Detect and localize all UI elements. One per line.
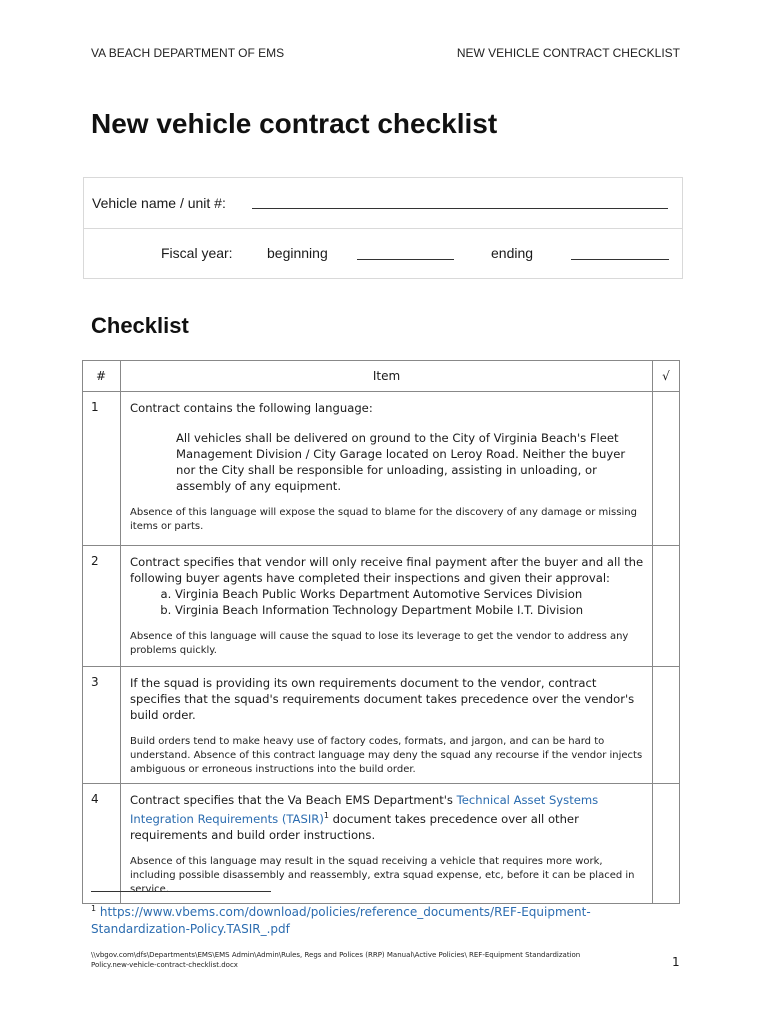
item-note: Build orders tend to make heavy use of factory codes, formats, and jargon, and can be hard to understand. Absence of this contract language may deny the squad any recourse if the vendor injects ambiguous or erroneous instructions into the build order. [130, 736, 643, 775]
item-text-after: document takes precedence over all other requirements and build order instructions. [130, 811, 579, 842]
col-header-check: √ [653, 361, 680, 392]
checklist-table [82, 360, 680, 904]
table-row [83, 392, 680, 546]
col-header-item: Item [121, 361, 653, 392]
vehicle-name-blank[interactable] [252, 208, 668, 209]
footnote-ref[interactable]: 1 [323, 811, 329, 820]
footnote [91, 900, 681, 938]
header-doc-title: NEW VEHICLE CONTRACT CHECKLIST [456, 46, 680, 60]
item-text: Contract specifies that vendor will only receive final payment after the buyer and all the following buyer agents have completed their inspections and given their approval: [130, 555, 644, 585]
file-path: \\vbgov.com\dfs\Departments\EMS\EMS Admin\Admin\Rules, Regs and Polices (RRP) Manual\Active Policies\ REF-Equipment Standardization Policy.new-vehicle-contract-checklist.docx [91, 951, 581, 969]
footnote-mark: 1 [91, 904, 97, 913]
item-note: Absence of this language may result in the squad receiving a vehicle that requires more work, including possible disassembly and reassembly, extra squad expense, etc, before it can be placed in service. [130, 855, 635, 895]
row-item [121, 392, 653, 546]
check-cell[interactable] [653, 546, 680, 667]
row-number: 4 [83, 784, 121, 904]
beginning-label: beginning [267, 245, 328, 261]
vehicle-name-row [84, 178, 682, 229]
vehicle-info-form [83, 177, 683, 279]
list-item: b. Virginia Beach Information Technology Department Mobile I.T. Division [175, 602, 644, 618]
checklist-heading: Checklist [91, 313, 189, 338]
item-text: If the squad is providing its own requirements document to the vendor, contract specifies that the squad's requirements document takes precedence over the vendor's build order. [130, 676, 635, 722]
page-number: 1 [672, 955, 680, 969]
check-cell[interactable] [653, 392, 680, 546]
fiscal-year-label: Fiscal year: [161, 245, 233, 261]
beginning-blank[interactable] [357, 259, 454, 260]
required-language: All vehicles shall be delivered on ground to the City of Virginia Beach's Fleet Management Division / City Garage located on Leroy Road. Neither the buyer nor the City shall be responsible for unloading, assisting in unloading, or assembly of any equipment. [176, 431, 626, 493]
row-number: 2 [83, 546, 121, 667]
check-cell[interactable] [653, 667, 680, 784]
table-header-row [83, 361, 680, 392]
ending-label: ending [491, 245, 534, 261]
check-cell[interactable] [653, 784, 680, 904]
table-row [83, 546, 680, 667]
buyer-agents-list [130, 586, 644, 618]
footnote-divider [91, 891, 271, 892]
item-note: Absence of this language will cause the squad to lose its leverage to get the vendor to address any problems quickly. [130, 631, 629, 656]
item-note: Absence of this language will expose the squad to blame for the discovery of any damage or missing items or parts. [130, 507, 637, 532]
table-row [83, 784, 680, 904]
table-row [83, 667, 680, 784]
item-text: Contract contains the following language: [130, 401, 373, 415]
header-department: VA BEACH DEPARTMENT OF EMS [91, 46, 285, 60]
ending-blank[interactable] [571, 259, 669, 260]
page-title: New vehicle contract checklist [91, 108, 498, 139]
row-number: 1 [83, 392, 121, 546]
item-text [130, 792, 644, 843]
footnote-url-link[interactable]: https://www.vbems.com/download/policies/reference_documents/REF-Equipment-Standardization-Policy.TASIR_.pdf [91, 905, 591, 936]
row-item [121, 546, 653, 667]
item-text-before: Contract specifies that the Va Beach EMS Department's [130, 793, 457, 807]
row-item [121, 667, 653, 784]
list-item: a. Virginia Beach Public Works Department Automotive Services Division [175, 586, 644, 602]
row-number: 3 [83, 667, 121, 784]
tasir-link[interactable]: Technical Asset Systems Integration Requirements (TASIR) [130, 793, 599, 826]
row-item [121, 784, 653, 904]
vehicle-name-label: Vehicle name / unit #: [92, 195, 226, 211]
col-header-number: # [83, 361, 121, 392]
